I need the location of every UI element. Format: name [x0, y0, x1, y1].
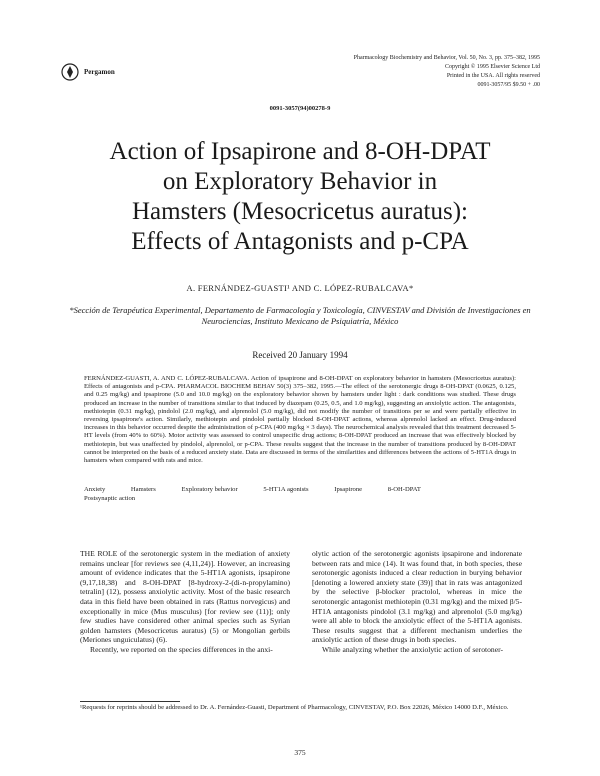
journal-info — [260, 54, 540, 90]
received-date: Received 20 January 1994 — [252, 350, 348, 360]
journal-line: Pharmacology Biochemistry and Behavior, Vol. 50, No. 3, pp. 375–382, 1995 — [353, 55, 540, 61]
page-number: 375 — [294, 748, 306, 757]
keyword: 8-OH-DPAT — [387, 486, 421, 493]
publisher-block — [60, 62, 115, 82]
journal-line: Copyright © 1995 Elsevier Science Ltd — [444, 64, 540, 70]
body-paragraph: THE ROLE of the serotonergic system in the mediation of anxiety remains unclear [for reviews see (4,11,24)]. However, an increasing amount of evidence indicates that the 5-HT1A agonists, ipsapirone (9,17,18,38) and 8-OH-DPAT [8-hydroxy-2-(di-n-propylamino) tetralin] (12), possess anxiolytic activity. Most of the basic research data in this field have been obtained in rats (Rattus norvegicus) and exceptionally in mice (Mus musculus) [for review see (11)]; only few studies have considered other animal species such as Syrian golden hamsters (Mesocricetus auratus) (5) or Mongolian gerbils (Meriones unguiculatus) (6). — [80, 549, 290, 645]
keyword: Postsynaptic action — [84, 494, 136, 502]
publisher-name: Pergamon — [84, 68, 115, 76]
article-doi: 0091-3057(94)00278-9 — [269, 105, 331, 112]
authors: A. FERNÁNDEZ-GUASTI¹ AND C. LÓPEZ-RUBALCAVA* — [186, 283, 414, 293]
abstract: FERNÁNDEZ-GUASTI, A. AND C. LÓPEZ-RUBALCAVA. Action of ipsapirone and 8-OH-DPAT on exploratory behavior in hamsters (Mesocricetus auratus): Effects of antagonists and p-CPA. PHARMACOL BIOCHEM BEHAV 50(3) 375–382, 1995.—The effect of the serotonergic drugs 8-OH-DPAT (0.0625, 0.125, and 0.25 mg/kg) and ipsapirone (5.0 and 10.0 mg/kg) on the exploratory behavior shown by hamsters under light : dark conditions was studied. These drugs produced an increase in the number of transitions similar to that induced by diazepam (0.25, 0.5, and 1.0 mg/kg), suggesting an anxiolytic action. The antagonists, methiotepin (0.31 mg/kg), pindolol (2.0 mg/kg), and alprenolol (5.0 mg/kg), did not modify the number of transitions per se and were partially effective in reversing ipsapirone's action. Similarly, methiotepin and pindolol partially blocked 8-OH-DPAT actions, whereas alprenolol lacked an effect. Drug-induced increases in this behavior occurred despite the administration of p-CPA (400 mg/kg × 3 days). The neurochemical analysis revealed that this treatment decreased 5-HT levels (from 40% to 60%). Motor activity was assessed to control unspecific drug actions; 8-OH-DPAT produced an increase that was effectively blocked by methiotepin, but was unaffected by pindolol, alprenolol, or p-CPA. These results suggest that the increase in the number of transitions produced by 8-OH-DPAT cannot be interpreted on the basis of a reduced anxiety state. Data are discussed in terms of the similarities and differences between the actions of 5-HT1A drugs in hamsters when compared with rats and mice. — [84, 375, 516, 465]
keyword: Ipsapirone — [334, 486, 363, 493]
body-paragraph: Recently, we reported on the species differences in the anxi- — [90, 644, 273, 654]
body-paragraph: While analyzing whether the anxiolytic action of serotoner- — [322, 644, 503, 654]
title-line: on Exploratory Behavior in — [162, 168, 438, 195]
keyword: Hamsters — [130, 486, 156, 493]
keyword: 5-HT1A agonists — [263, 486, 309, 493]
keyword: Exploratory behavior — [181, 486, 238, 493]
title-line: Action of Ipsapirone and 8-OH-DPAT — [109, 138, 491, 165]
keywords — [84, 486, 516, 503]
publisher-logo-icon — [60, 62, 80, 82]
title-line: Hamsters (Mesocricetus auratus): — [132, 198, 468, 225]
affiliation: *Sección de Terapéutica Experimental, Departamento de Farmacología y Toxicología, CINVESTAV and División de Investigaciones en Neurociencias, Instituto Mexicano de Psiquiatría, México — [69, 305, 531, 326]
body-paragraph: olytic action of the serotonergic agonists ipsapirone and indorenate between rats and mice (14). It was found that, in both species, these serotonergic agonists induced a clear reduction in burying behavior [denoting a lowered anxiety state (39)] that in rats was antagonized by the selective β-blocker practolol, whereas in mice the serotonergic antagonist methiotepin (0.31 mg/kg) and the mixed β/5-HT1A antagonists pindolol (3.1 mg/kg) and alprenolol (5.0 mg/kg) were all able to block the anxiolytic effect of the 5-HT1A agonists. These results suggest that a different mechanism underlies the anxiolytic action of these drugs in both species. — [312, 549, 522, 645]
footnote: ¹Requests for reprints should be addressed to Dr. A. Fernández-Guasti, Department of Pharmacology, CINVESTAV, P.O. Box 22026, México 14000 D.F., México. — [80, 704, 509, 711]
body-column-left — [80, 549, 290, 655]
footnote-divider — [80, 701, 180, 702]
title-line: Effects of Antagonists and p-CPA — [131, 228, 469, 255]
journal-line: Printed in the USA. All rights reserved — [446, 73, 540, 79]
keyword: Anxiety — [84, 486, 106, 493]
article-title — [80, 137, 520, 257]
journal-line: 0091-3057/95 $9.50 + .00 — [477, 82, 540, 88]
body-column-right — [312, 549, 522, 655]
